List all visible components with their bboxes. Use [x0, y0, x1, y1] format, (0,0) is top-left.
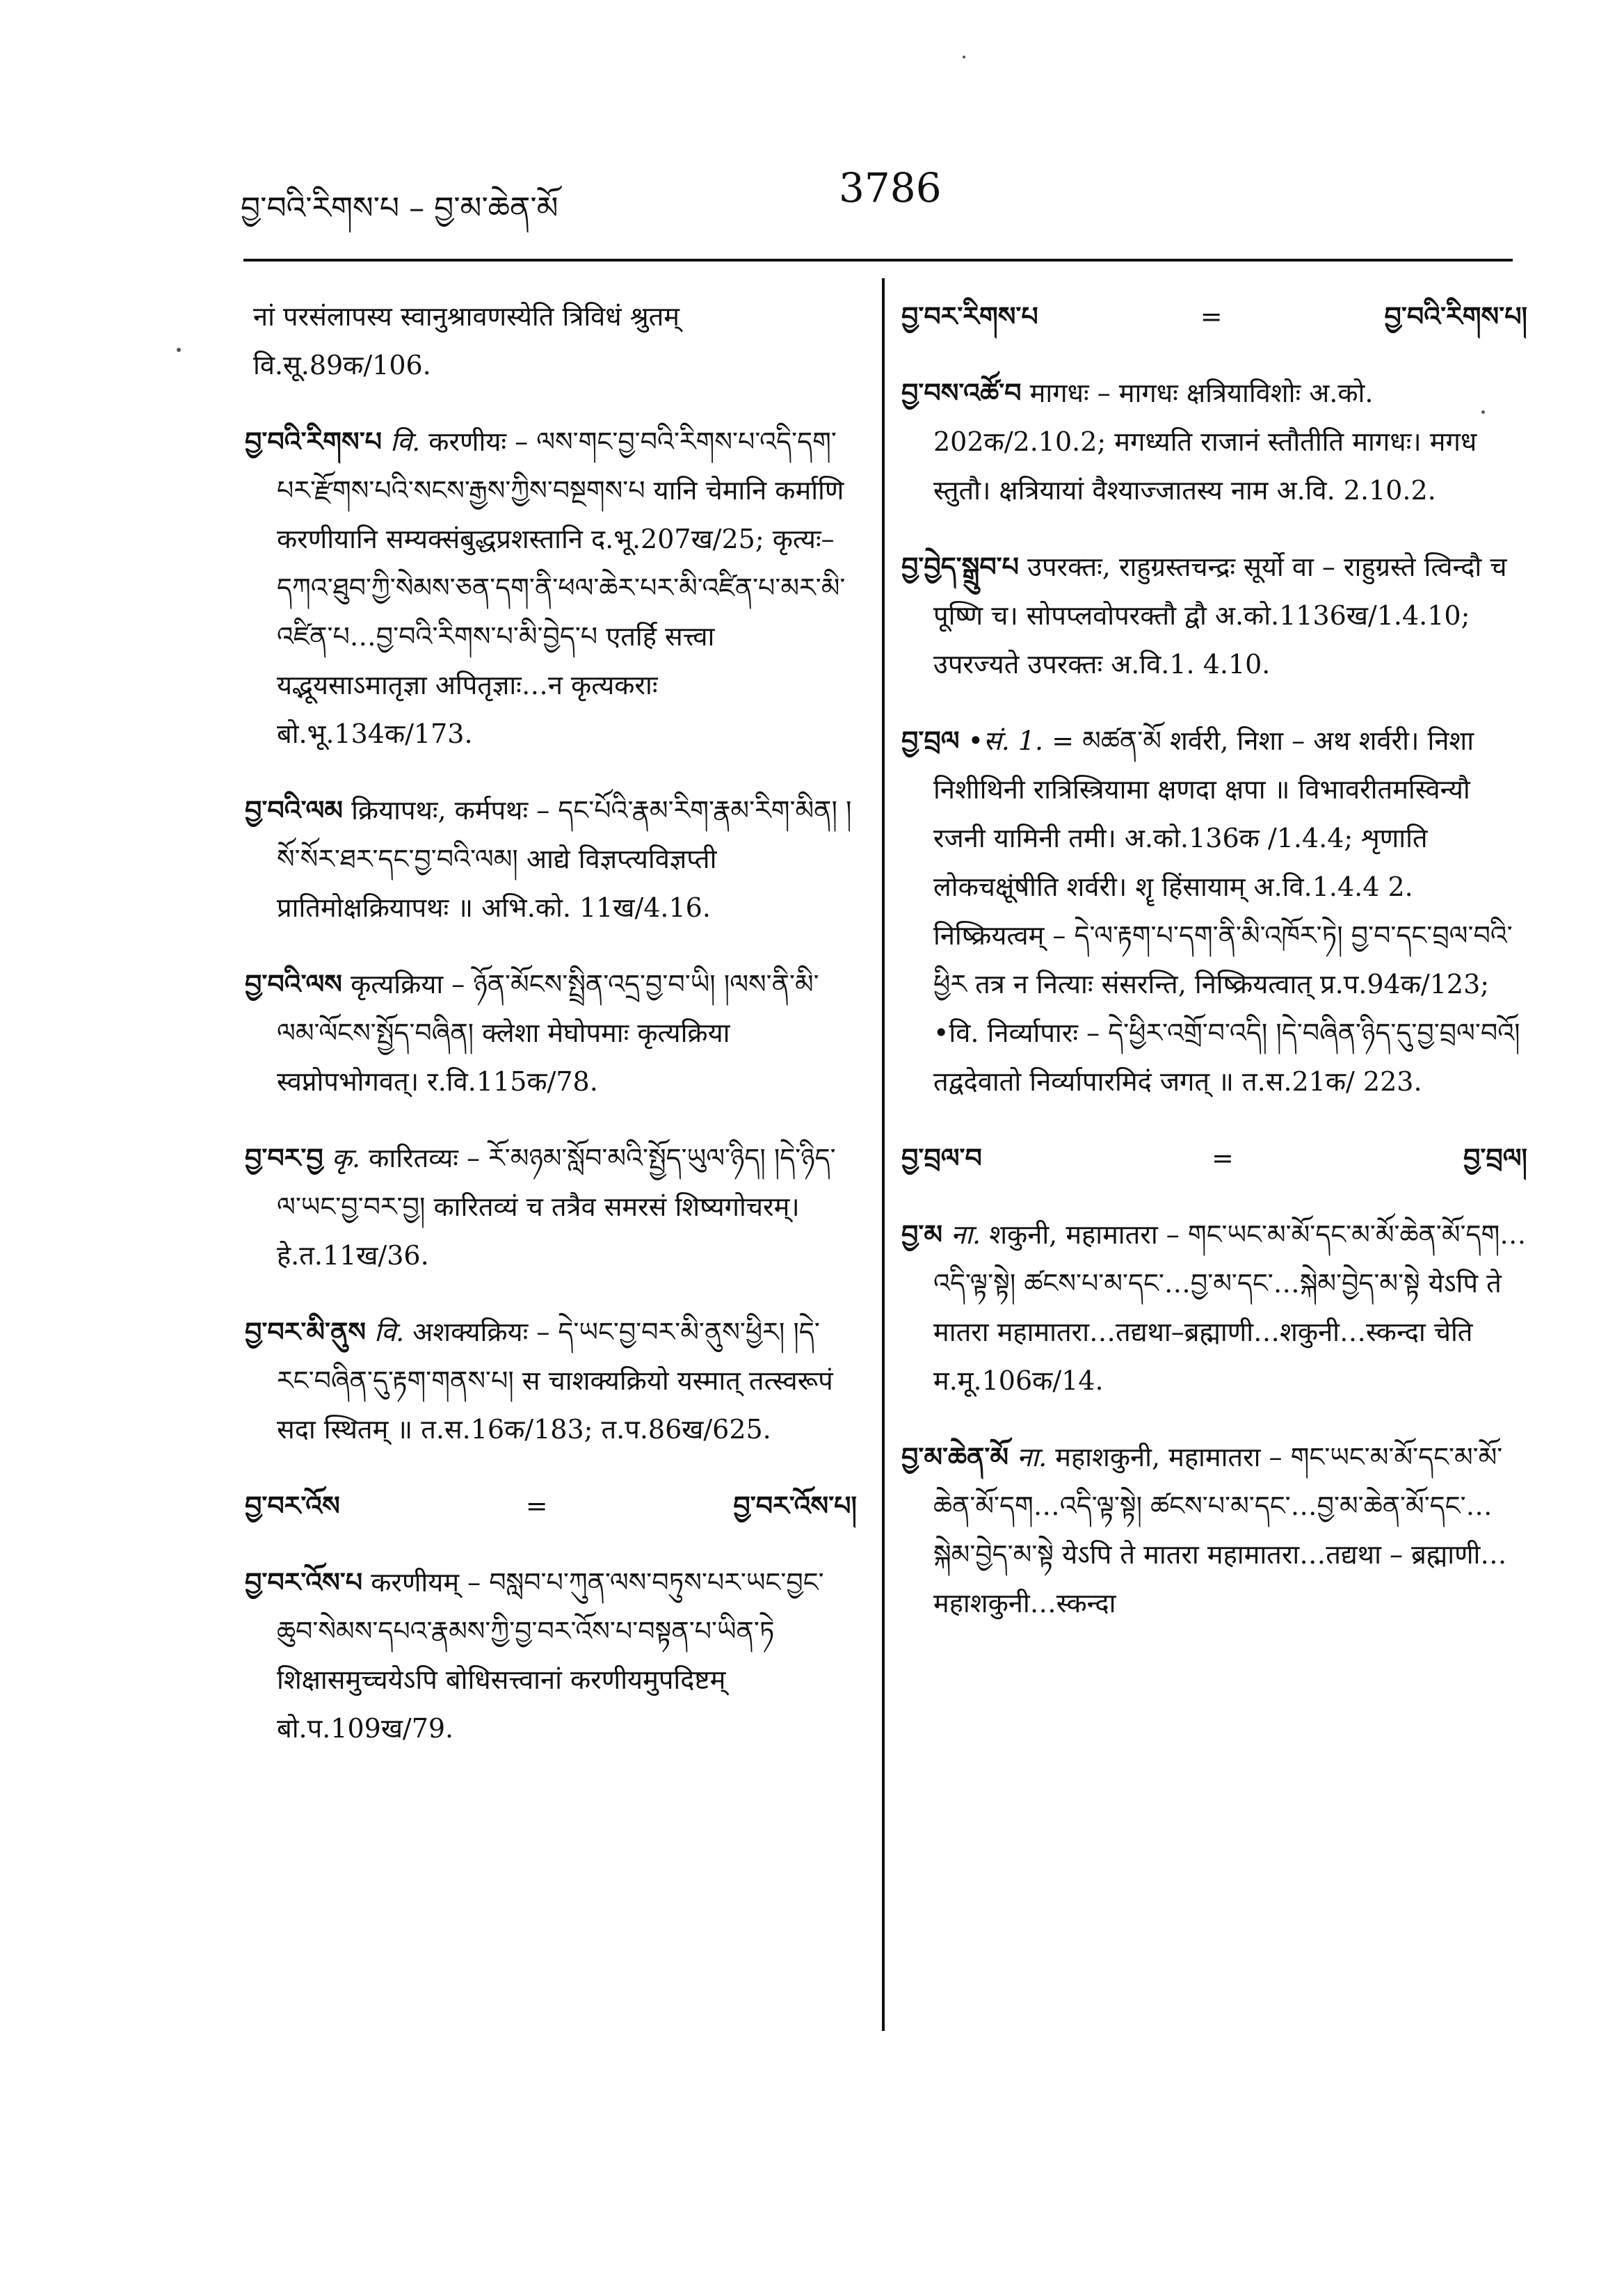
cross-reference-target: བྱ་བའི་རིགས་པ།: [1384, 300, 1527, 332]
entry-continuation: [245, 292, 857, 389]
entry-headword: བྱ་བྲལ་བ: [901, 1142, 982, 1173]
entry-headword: བྱ་བར་འོས: [245, 1490, 340, 1521]
dictionary-entry: [901, 369, 1527, 515]
entry-headword: བྱ་བར་བྱ: [245, 1142, 323, 1173]
scan-speck: [177, 348, 181, 352]
dictionary-entry: [901, 1433, 1527, 1628]
entry-headword: བྱ་བྱེད་སྒྲུབ་པ: [901, 551, 1020, 582]
entry-body: शकुनी, महामातरा – གང་ཡང་མ་མོ་དང་མ་མོ་ཆེན་མོ་དག…འདི་ལྟ་སྟེ། ཚངས་པ་མ་དང་…བྱ་མ་དང་…སྐེམ་བྱེད་མ་སྟེ येऽपि ते मातरा महामातरा…तद्यथा–ब्रह्माणी…शकुनी…स्कन्दा चेति म.मू.106क/14.: [933, 1219, 1527, 1396]
entry-headword: བྱ་བར་མི་ནུས: [245, 1316, 367, 1347]
entry-body: महाशकुनी, महामातरा – གང་ཡང་མ་མོ་དང་མ་མོ་ཆེན་མོ་དག…འདི་ལྟ་སྟེ། ཚངས་པ་མ་དང་…བྱ་མ་ཆེན་མོ་དང་…སྐེམ་བྱེད་མ་སྟེ येऽपि ते मातरा महामातरा…तद्यथा – ब्रह्माणी…महाशकुनी…स्कन्दा: [933, 1442, 1507, 1619]
grammar-label: कृ.: [331, 1143, 361, 1173]
entry-body: उपरक्तः, राहुग्रस्तचन्द्रः सूर्यो वा – राहुग्रस्ते त्विन्दौ च पूष्णि च। सोपप्लवोपरक्तौ द्वौ अ.को.1136ख/1.4.10; उपरज्यते उपरक्तः अ.वि.1. 4.10.: [933, 552, 1507, 680]
entry-headword: བྱ་མ་ཆེན་མོ: [901, 1441, 1009, 1472]
cross-reference-target: བྱ་བར་འོས་པ།: [733, 1490, 857, 1521]
cross-reference-entry: [901, 1134, 1527, 1182]
entry-body: करणीयः – ལས་གང་བྱ་བའི་རིགས་པ་འདི་དག་པར་རྫོགས་པའི་སངས་རྒྱས་ཀྱིས་བསྔགས་པ यानि चेमानि कर्माणि करणीयानि सम्यक्संबुद्धप्रशस्तानि द.भू.207ख/25; कृत्यः–དཀའ་ཐུབ་ཀྱི་སེམས་ཅན་དག་ནི་ཕལ་ཆེར་པར་མི་འཛིན་པ་མར་མི་འཛིན་པ…བྱ་བའི་རིགས་པ་མི་བྱེད་པ एतर्हि सत्त्वा यद्भूयसाऽमातृज्ञा अपितृज्ञाः…न कृत्यकराः बो.भू.134क/173.: [277, 426, 846, 749]
entry-headword: བྱ་བར་རིགས་པ: [901, 300, 1038, 332]
entry-body: = མཚན་མོ शर्वरी, निशा – अथ शर्वरी। निशा निशीथिनी रात्रिस्त्रियामा क्षणदा क्षपा ॥ विभावरीतमस्विन्यौ रजनी यामिनी तमी। अ.को.136क /1.4.4; शृणाति लोकचक्षूंषीति शर्वरी। शॄ हिंसायाम् अ.वि.1.4.4 2. निष्क्रियत्वम् – དེ་ལ་རྟག་པ་དག་ནི་མི་འཁོར་ཏེ། བྱ་བ་དང་བྲལ་བའི་ཕྱིར तत्र न नित्याः संसरन्ति, निष्क्रियत्वात् प्र.प.94क/123; •वि. निर्व्यापारः – དེ་ཕྱིར་འགྲོ་བ་འདི། །དེ་བཞིན་ཉིད་དུ་བྱ་བྲལ་བའོ། तद्वदेवातो निर्व्यापारमिदं जगत् ॥ त.स.21क/ 223.: [933, 725, 1520, 1097]
grammar-label: ना.: [1017, 1442, 1047, 1472]
header-rule: [243, 259, 1513, 262]
dictionary-entry: [245, 1308, 857, 1454]
grammar-label: •सं. 1.: [967, 725, 1044, 756]
dictionary-entry: [245, 1134, 857, 1280]
right-column: [901, 292, 1527, 1655]
cross-reference-target: བྱ་བྲལ།: [1463, 1142, 1527, 1173]
dictionary-entry: [901, 1210, 1527, 1405]
dictionary-entry: [245, 417, 857, 758]
running-head: བྱ་བའི་རིགས་པ – བྱ་མ་ཆེན་མོ: [241, 191, 558, 226]
dictionary-entry: [901, 543, 1527, 689]
entry-headword: བྱ་བྲལ: [901, 725, 960, 756]
entry-headword: བྱ་བའི་རིགས་པ: [245, 426, 383, 457]
entry-headword: བྱ་བའི་ལས: [245, 968, 342, 999]
dictionary-entry: [245, 786, 857, 932]
entry-headword: བྱ་བར་འོས་པ: [245, 1566, 363, 1598]
entry-body: नां परसंलापस्य स्वानुश्रावणस्येति त्रिविधं श्रुतम् वि.सू.89क/106.: [253, 301, 680, 380]
grammar-label: ना.: [951, 1219, 981, 1250]
entry-headword: བྱ་བས་འཚོ་བ: [901, 377, 1022, 408]
grammar-label: वि.: [374, 1317, 405, 1347]
entry-body: क्रियापथः, कर्मपथः – དང་པོའི་རྣམ་རིག་རྣམ་རིག་མིན། །སོ་སོར་ཐར་དང་བྱ་བའི་ལམ། आद्ये विज्ञप्त्यविज्ञप्ती प्रातिमोक्षक्रियापथः ॥ अभि.को. 11ख/4.16.: [277, 795, 852, 923]
equals-sign: =: [1200, 301, 1223, 332]
page-header: [241, 164, 1506, 248]
grammar-label: वि.: [390, 426, 421, 457]
column-divider: [882, 278, 885, 2031]
dictionary-entry: [245, 1558, 857, 1753]
scan-speck: [1481, 410, 1485, 414]
entry-body: करणीयम् – བསླབ་པ་ཀུན་ལས་བཏུས་པར་ཡང་བྱང་ཆུབ་སེམས་དཔའ་རྣམས་ཀྱི་བྱ་བར་འོས་པ་བསྟན་པ་ཡིན་ཏེ शिक्षासमुच्चयेऽपि बोधिसत्त्वानां करणीयमुपदिष्टम् बो.प.109ख/79.: [277, 1567, 824, 1744]
entry-headword: བྱ་བའི་ལམ: [245, 794, 343, 826]
dictionary-entry: [901, 716, 1527, 1106]
entry-body: मागधः – मागधः क्षत्रियाविशोः अ.को. 202क/2.10.2; मगध्यति राजानं स्तौतीति मागधः। मगध स्तुतौ। क्षत्रियायां वैश्याज्जातस्य नाम अ.वि. 2.10.2.: [933, 378, 1477, 506]
page-number: 3786: [839, 164, 942, 211]
entry-body: कारितव्यः – རོ་མཉམ་སློབ་མའི་སྤྱོད་ཡུལ་ཉིད། །དེ་ཉིད་ལ་ཡང་བྱ་བར་བྱ། कारितव्यं च तत्रैव समरसं शिष्यगोचरम्। हे.त.11ख/36.: [277, 1143, 836, 1271]
cross-reference-entry: [901, 292, 1527, 341]
cross-reference-entry: [245, 1481, 857, 1530]
left-column: [245, 292, 857, 1781]
equals-sign: =: [525, 1491, 548, 1521]
entry-body: कृत्यक्रिया – ཉོན་མོངས་སྤྲིན་འདྲ་བྱ་བ་ཡི། །ལས་ནི་མི་ལམ་ལོངས་སྤྱོད་བཞིན། क्लेशा मेघोपमाः कृत्यक्रिया स्वप्नोपभोगवत्। र.वि.115क/78.: [277, 969, 819, 1097]
dictionary-entry: [245, 960, 857, 1106]
entry-body: अशक्यक्रियः – དེ་ཡང་བྱ་བར་མི་ནུས་ཕྱིར། །དེ་རང་བཞིན་དུ་རྟག་གནས་པ། स चाशक्यक्रियो यस्मात् तत्स्वरूपं सदा स्थितम् ॥ त.स.16क/183; त.प.86ख/625.: [277, 1317, 833, 1445]
scan-speck: [963, 56, 965, 58]
equals-sign: =: [1212, 1143, 1234, 1173]
entry-headword: བྱ་མ: [901, 1219, 943, 1250]
